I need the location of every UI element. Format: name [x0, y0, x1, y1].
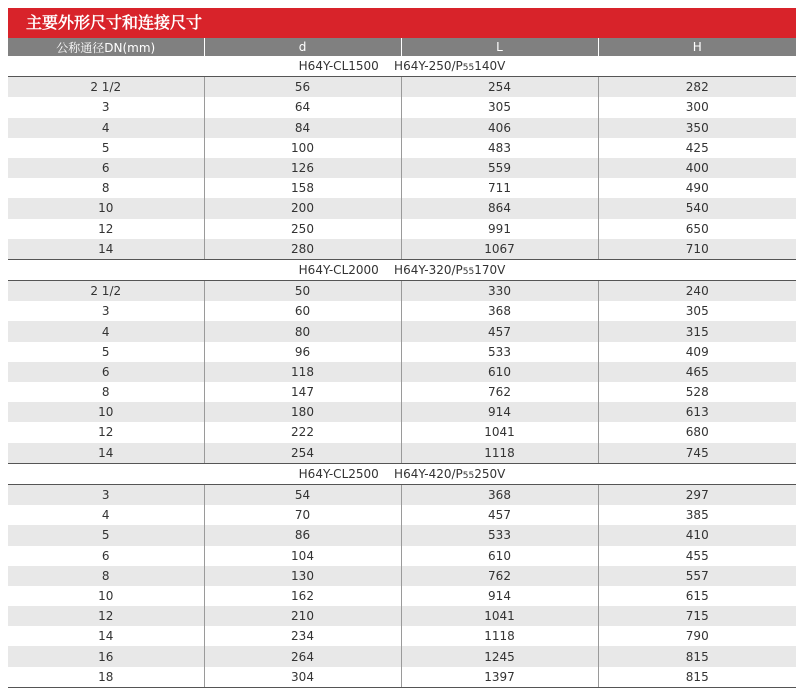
cell-l: 406	[401, 118, 598, 138]
cell-h: 815	[598, 646, 796, 666]
table-row	[8, 422, 796, 442]
cell-h: 490	[598, 178, 796, 198]
cell-l: 483	[401, 138, 598, 158]
cell-h: 465	[598, 362, 796, 382]
cell-h: 410	[598, 525, 796, 545]
cell-l: 864	[401, 198, 598, 218]
cell-d: 80	[204, 321, 401, 341]
group-label-tail: 250V	[474, 466, 506, 481]
cell-h: 297	[598, 484, 796, 505]
table-row	[8, 97, 796, 117]
cell-dn: 14	[8, 626, 204, 646]
dimension-table	[8, 38, 796, 688]
cell-h: 790	[598, 626, 796, 646]
cell-l: 559	[401, 158, 598, 178]
cell-h: 615	[598, 586, 796, 606]
table-row	[8, 138, 796, 158]
cell-d: 162	[204, 586, 401, 606]
cell-dn: 6	[8, 158, 204, 178]
table-body	[8, 56, 796, 687]
cell-dn: 8	[8, 178, 204, 198]
cell-l: 914	[401, 402, 598, 422]
cell-dn: 6	[8, 546, 204, 566]
table-row	[8, 321, 796, 341]
cell-d: 200	[204, 198, 401, 218]
table-row	[8, 158, 796, 178]
cell-l: 1118	[401, 443, 598, 464]
cell-dn: 5	[8, 138, 204, 158]
group-header-row	[8, 259, 796, 280]
cell-dn: 2 1/2	[8, 77, 204, 98]
table-row	[8, 505, 796, 525]
cell-h: 815	[598, 667, 796, 688]
cell-l: 368	[401, 484, 598, 505]
cell-h: 557	[598, 566, 796, 586]
cell-l: 991	[401, 219, 598, 239]
cell-d: 50	[204, 281, 401, 302]
cell-l: 1041	[401, 606, 598, 626]
cell-d: 234	[204, 626, 401, 646]
cell-l: 1067	[401, 239, 598, 260]
cell-dn: 4	[8, 118, 204, 138]
group-header-row	[8, 463, 796, 484]
cell-d: 54	[204, 484, 401, 505]
cell-dn: 8	[8, 566, 204, 586]
cell-l: 610	[401, 362, 598, 382]
cell-d: 104	[204, 546, 401, 566]
group-label-main: H64Y-CL1500 H64Y-250/P	[298, 59, 463, 74]
header-d: d	[204, 38, 401, 56]
cell-d: 210	[204, 606, 401, 626]
cell-l: 1041	[401, 422, 598, 442]
cell-d: 60	[204, 301, 401, 321]
cell-d: 254	[204, 443, 401, 464]
cell-dn: 14	[8, 443, 204, 464]
table-row	[8, 402, 796, 422]
cell-dn: 12	[8, 219, 204, 239]
cell-dn: 3	[8, 484, 204, 505]
table-row	[8, 626, 796, 646]
cell-d: 222	[204, 422, 401, 442]
cell-h: 305	[598, 301, 796, 321]
cell-dn: 18	[8, 667, 204, 688]
cell-h: 350	[598, 118, 796, 138]
cell-d: 70	[204, 505, 401, 525]
group-label-subscript: 55	[462, 266, 475, 277]
cell-h: 315	[598, 321, 796, 341]
table-row	[8, 546, 796, 566]
cell-h: 715	[598, 606, 796, 626]
cell-d: 304	[204, 667, 401, 688]
table-row	[8, 178, 796, 198]
cell-l: 762	[401, 382, 598, 402]
cell-dn: 14	[8, 239, 204, 260]
group-label	[8, 463, 796, 484]
cell-l: 330	[401, 281, 598, 302]
cell-h: 425	[598, 138, 796, 158]
cell-l: 1118	[401, 626, 598, 646]
cell-d: 100	[204, 138, 401, 158]
header-l: L	[401, 38, 598, 56]
header-h: H	[598, 38, 796, 56]
page-title: 主要外形尺寸和连接尺寸	[8, 8, 796, 38]
cell-h: 650	[598, 219, 796, 239]
table-row	[8, 77, 796, 98]
cell-dn: 10	[8, 402, 204, 422]
cell-d: 280	[204, 239, 401, 260]
cell-dn: 2 1/2	[8, 281, 204, 302]
table-row	[8, 484, 796, 505]
cell-h: 540	[598, 198, 796, 218]
table-row	[8, 219, 796, 239]
cell-l: 610	[401, 546, 598, 566]
table-row	[8, 362, 796, 382]
cell-h: 528	[598, 382, 796, 402]
table-row	[8, 525, 796, 545]
cell-h: 710	[598, 239, 796, 260]
group-label-main: H64Y-CL2500 H64Y-420/P	[298, 466, 463, 481]
cell-l: 533	[401, 342, 598, 362]
table-header-row	[8, 38, 796, 56]
cell-dn: 10	[8, 198, 204, 218]
cell-dn: 4	[8, 505, 204, 525]
cell-dn: 8	[8, 382, 204, 402]
cell-l: 305	[401, 97, 598, 117]
table-row	[8, 646, 796, 666]
cell-h: 400	[598, 158, 796, 178]
table-row	[8, 198, 796, 218]
group-label-subscript: 55	[462, 63, 475, 74]
cell-d: 126	[204, 158, 401, 178]
table-row	[8, 566, 796, 586]
cell-h: 680	[598, 422, 796, 442]
group-label	[8, 259, 796, 280]
cell-h: 282	[598, 77, 796, 98]
cell-d: 86	[204, 525, 401, 545]
cell-d: 180	[204, 402, 401, 422]
table-row	[8, 382, 796, 402]
cell-dn: 4	[8, 321, 204, 341]
cell-l: 457	[401, 505, 598, 525]
cell-l: 1245	[401, 646, 598, 666]
cell-dn: 10	[8, 586, 204, 606]
cell-dn: 5	[8, 342, 204, 362]
cell-l: 711	[401, 178, 598, 198]
cell-d: 130	[204, 566, 401, 586]
cell-l: 533	[401, 525, 598, 545]
cell-l: 1397	[401, 667, 598, 688]
table-row	[8, 301, 796, 321]
table-row	[8, 443, 796, 464]
cell-d: 158	[204, 178, 401, 198]
group-label-tail: 140V	[474, 59, 506, 74]
cell-dn: 12	[8, 422, 204, 442]
group-label-main: H64Y-CL2000 H64Y-320/P	[298, 262, 463, 277]
table-row	[8, 667, 796, 688]
table-row	[8, 239, 796, 260]
cell-dn: 16	[8, 646, 204, 666]
group-label-subscript: 55	[462, 470, 475, 481]
cell-h: 613	[598, 402, 796, 422]
table-row	[8, 586, 796, 606]
cell-d: 64	[204, 97, 401, 117]
cell-l: 254	[401, 77, 598, 98]
group-label-tail: 170V	[474, 262, 506, 277]
table-row	[8, 342, 796, 362]
table-row	[8, 118, 796, 138]
group-header-row	[8, 56, 796, 77]
cell-d: 118	[204, 362, 401, 382]
table-row	[8, 281, 796, 302]
group-label	[8, 56, 796, 77]
cell-h: 455	[598, 546, 796, 566]
cell-d: 96	[204, 342, 401, 362]
cell-h: 745	[598, 443, 796, 464]
header-nominal-diameter: 公称通径DN(mm)	[8, 38, 204, 56]
cell-l: 762	[401, 566, 598, 586]
cell-dn: 12	[8, 606, 204, 626]
cell-d: 84	[204, 118, 401, 138]
cell-dn: 3	[8, 97, 204, 117]
cell-h: 240	[598, 281, 796, 302]
cell-h: 385	[598, 505, 796, 525]
cell-dn: 6	[8, 362, 204, 382]
cell-h: 409	[598, 342, 796, 362]
cell-l: 368	[401, 301, 598, 321]
cell-l: 914	[401, 586, 598, 606]
cell-dn: 3	[8, 301, 204, 321]
cell-h: 300	[598, 97, 796, 117]
cell-l: 457	[401, 321, 598, 341]
cell-d: 264	[204, 646, 401, 666]
cell-d: 56	[204, 77, 401, 98]
cell-d: 147	[204, 382, 401, 402]
table-row	[8, 606, 796, 626]
cell-d: 250	[204, 219, 401, 239]
cell-dn: 5	[8, 525, 204, 545]
